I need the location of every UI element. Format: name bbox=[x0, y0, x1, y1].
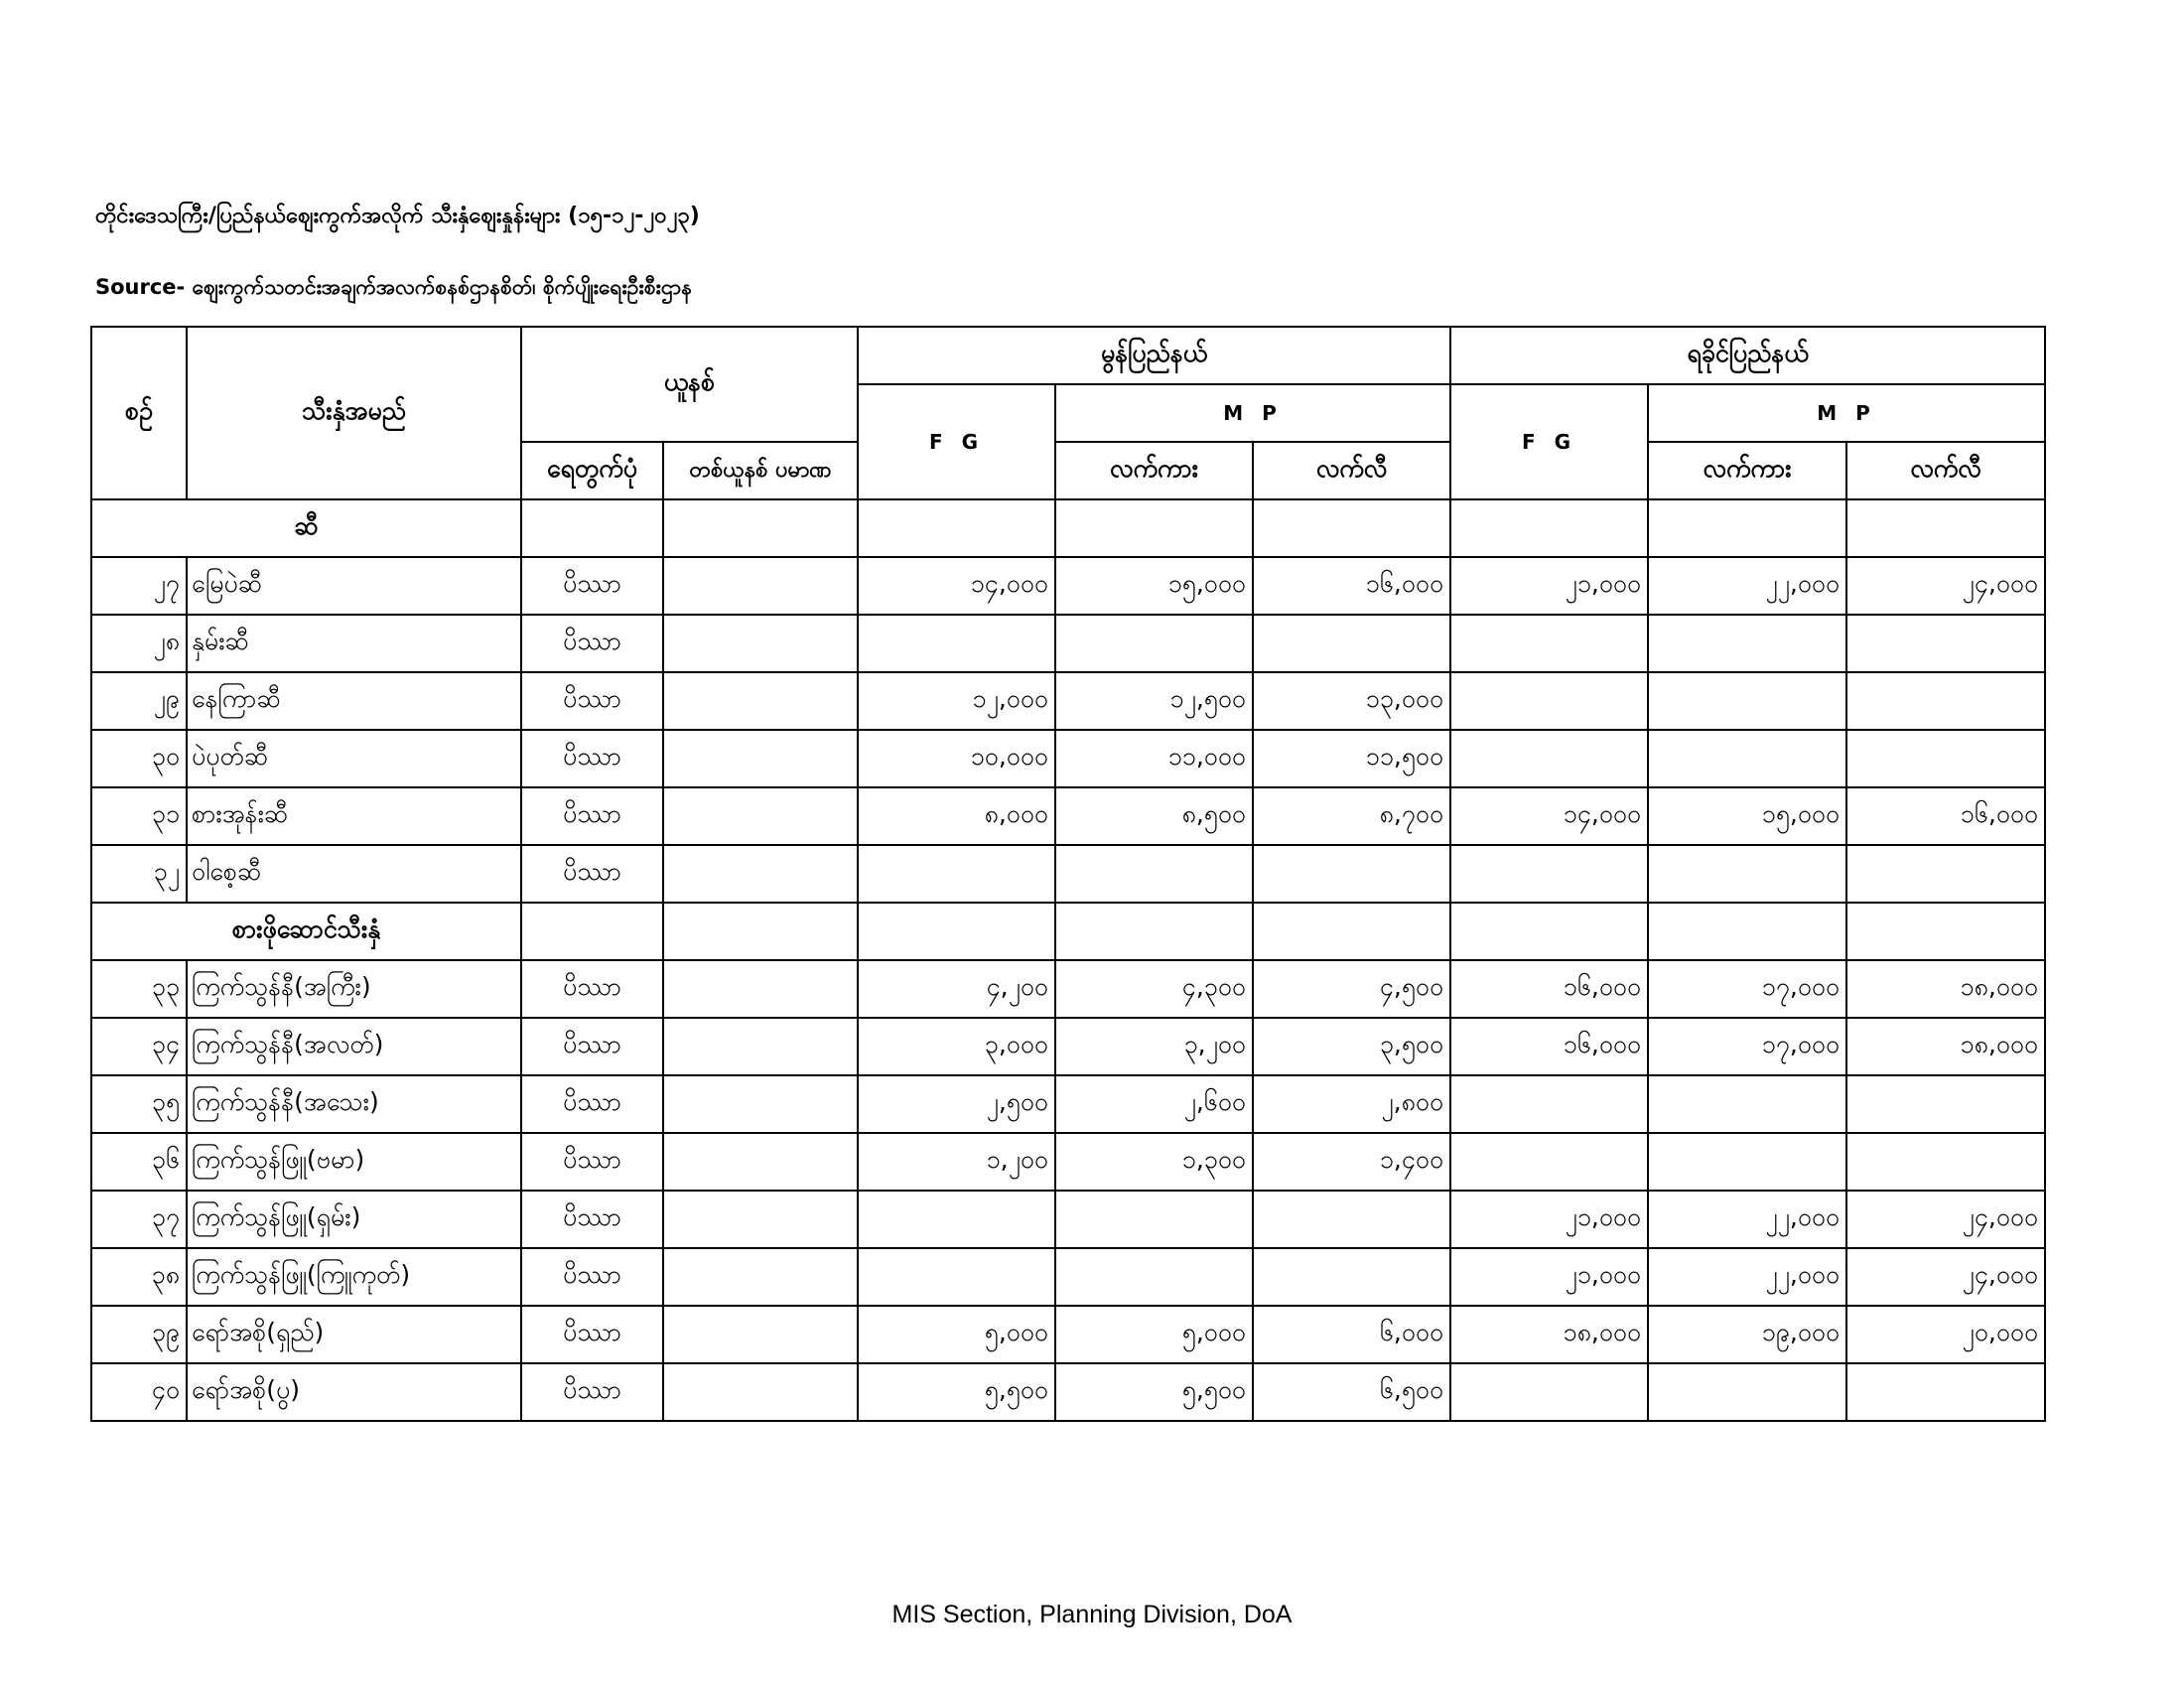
mon-fg-price: ၄,၂၀၀ bbox=[858, 960, 1055, 1018]
mon-fg-price bbox=[858, 1191, 1055, 1248]
serial-number: ၃၁ bbox=[91, 787, 187, 845]
unit-cell: ပိဿာ bbox=[521, 1075, 663, 1133]
empty-cell bbox=[858, 499, 1055, 557]
mon-fg-price: ၅,၅၀၀ bbox=[858, 1363, 1055, 1421]
mon-fg-price: ၁၂,၀၀၀ bbox=[858, 672, 1055, 730]
header-unit-weight: တစ်ယူနစ် ပမာဏ bbox=[663, 442, 858, 499]
rakhine-mp-wholesale-price bbox=[1648, 672, 1846, 730]
mon-fg-price: ၈,၀၀၀ bbox=[858, 787, 1055, 845]
serial-number: ၃၈ bbox=[91, 1248, 187, 1306]
mon-mp-retail-price: ၆,၅၀၀ bbox=[1253, 1363, 1450, 1421]
unit-weight-cell bbox=[663, 1133, 858, 1191]
unit-cell: ပိဿာ bbox=[521, 845, 663, 903]
mon-fg-price: ၅,၀၀၀ bbox=[858, 1306, 1055, 1363]
rakhine-fg-price bbox=[1450, 1363, 1648, 1421]
mon-mp-wholesale-price bbox=[1055, 615, 1253, 672]
table-row bbox=[91, 787, 2045, 845]
unit-weight-cell bbox=[663, 1191, 858, 1248]
serial-number: ၂၉ bbox=[91, 672, 187, 730]
table-row bbox=[91, 730, 2045, 787]
rakhine-fg-price: ၁၄,၀၀၀ bbox=[1450, 787, 1648, 845]
crop-name: ကြက်သွန်ဖြူ(ကြူကုတ်) bbox=[187, 1248, 521, 1306]
unit-cell: ပိဿာ bbox=[521, 615, 663, 672]
mon-mp-retail-price bbox=[1253, 615, 1450, 672]
table-row bbox=[91, 1075, 2045, 1133]
mon-mp-retail-price: ၃,၅၀၀ bbox=[1253, 1018, 1450, 1075]
crop-name: ကြက်သွန်နီ(အသေး) bbox=[187, 1075, 521, 1133]
mon-mp-retail-price: ၁၆,၀၀၀ bbox=[1253, 557, 1450, 615]
unit-weight-cell bbox=[663, 615, 858, 672]
rakhine-mp-retail-price bbox=[1846, 845, 2045, 903]
crop-name: ကြက်သွန်နီ(အလတ်) bbox=[187, 1018, 521, 1075]
unit-weight-cell bbox=[663, 1075, 858, 1133]
serial-number: ၂၈ bbox=[91, 615, 187, 672]
serial-number: ၃၀ bbox=[91, 730, 187, 787]
empty-cell bbox=[1253, 499, 1450, 557]
empty-cell bbox=[1450, 903, 1648, 960]
header-rakhine-mp: M P bbox=[1648, 384, 2045, 442]
mon-fg-price bbox=[858, 615, 1055, 672]
mon-mp-wholesale-price: ၂,၆၀၀ bbox=[1055, 1075, 1253, 1133]
rakhine-fg-price bbox=[1450, 730, 1648, 787]
unit-cell: ပိဿာ bbox=[521, 1018, 663, 1075]
mon-mp-wholesale-price bbox=[1055, 845, 1253, 903]
crop-name: ဝါစေ့ဆီ bbox=[187, 845, 521, 903]
mon-mp-retail-price bbox=[1253, 845, 1450, 903]
crop-name: နေကြာဆီ bbox=[187, 672, 521, 730]
mon-mp-retail-price: ၁၃,၀၀၀ bbox=[1253, 672, 1450, 730]
empty-cell bbox=[1846, 903, 2045, 960]
serial-number: ၂၇ bbox=[91, 557, 187, 615]
rakhine-fg-price bbox=[1450, 1075, 1648, 1133]
rakhine-fg-price bbox=[1450, 845, 1648, 903]
table-row bbox=[91, 1133, 2045, 1191]
mon-mp-wholesale-price: ၈,၅၀၀ bbox=[1055, 787, 1253, 845]
table-row bbox=[91, 557, 2045, 615]
rakhine-mp-retail-price: ၁၈,၀၀၀ bbox=[1846, 1018, 2045, 1075]
mon-mp-wholesale-price: ၃,၂၀၀ bbox=[1055, 1018, 1253, 1075]
crop-name: စားအုန်းဆီ bbox=[187, 787, 521, 845]
mon-mp-retail-price bbox=[1253, 1248, 1450, 1306]
header-crop-name: သီးနှံအမည် bbox=[187, 327, 521, 499]
serial-number: ၃၂ bbox=[91, 845, 187, 903]
table-row bbox=[91, 1306, 2045, 1363]
source-line: Source- ဈေးကွက်သတင်းအချက်အလက်စနစ်ဌာနစိတ်၊ စိုက်ပျိုးရေးဦးစီးဌာန bbox=[95, 275, 693, 299]
unit-cell: ပိဿာ bbox=[521, 1248, 663, 1306]
mon-fg-price bbox=[858, 845, 1055, 903]
rakhine-mp-retail-price bbox=[1846, 1075, 2045, 1133]
rakhine-mp-wholesale-price bbox=[1648, 1075, 1846, 1133]
rakhine-mp-retail-price bbox=[1846, 1133, 2045, 1191]
rakhine-mp-retail-price bbox=[1846, 672, 2045, 730]
unit-cell: ပိဿာ bbox=[521, 1306, 663, 1363]
serial-number: ၃၇ bbox=[91, 1191, 187, 1248]
rakhine-mp-wholesale-price bbox=[1648, 615, 1846, 672]
rakhine-fg-price: ၁၆,၀၀၀ bbox=[1450, 960, 1648, 1018]
mon-mp-wholesale-price: ၄,၃၀၀ bbox=[1055, 960, 1253, 1018]
unit-cell: ပိဿာ bbox=[521, 557, 663, 615]
table-row bbox=[91, 672, 2045, 730]
header-mon-mp: M P bbox=[1055, 384, 1450, 442]
crop-name: ကြက်သွန်ဖြူ(ဗမာ) bbox=[187, 1133, 521, 1191]
empty-cell bbox=[858, 903, 1055, 960]
serial-number: ၃၅ bbox=[91, 1075, 187, 1133]
page-footer: MIS Section, Planning Division, DoA bbox=[891, 1601, 1293, 1628]
header-mon-retail: လက်လီ bbox=[1253, 442, 1450, 499]
crop-name: ကြက်သွန်နီ(အကြီး) bbox=[187, 960, 521, 1018]
table-row bbox=[91, 845, 2045, 903]
header-row-1 bbox=[91, 327, 2045, 384]
mon-fg-price bbox=[858, 1248, 1055, 1306]
mon-mp-wholesale-price: ၁၅,၀၀၀ bbox=[1055, 557, 1253, 615]
rakhine-mp-wholesale-price bbox=[1648, 845, 1846, 903]
rakhine-fg-price bbox=[1450, 1133, 1648, 1191]
crop-name: ပဲပုတ်ဆီ bbox=[187, 730, 521, 787]
mon-mp-retail-price: ၁,၄၀၀ bbox=[1253, 1133, 1450, 1191]
unit-weight-cell bbox=[663, 1018, 858, 1075]
mon-fg-price: ၁,၂၀၀ bbox=[858, 1133, 1055, 1191]
header-serial: စဉ် bbox=[91, 327, 187, 499]
serial-number: ၄၀ bbox=[91, 1363, 187, 1421]
unit-weight-cell bbox=[663, 960, 858, 1018]
mon-mp-wholesale-price: ၅,၀၀၀ bbox=[1055, 1306, 1253, 1363]
rakhine-mp-wholesale-price bbox=[1648, 1133, 1846, 1191]
rakhine-mp-retail-price: ၁၆,၀၀၀ bbox=[1846, 787, 2045, 845]
rakhine-fg-price: ၁၈,၀၀၀ bbox=[1450, 1306, 1648, 1363]
mon-mp-wholesale-price bbox=[1055, 1191, 1253, 1248]
rakhine-mp-wholesale-price: ၂၂,၀၀၀ bbox=[1648, 1191, 1846, 1248]
rakhine-mp-wholesale-price: ၁၇,၀၀၀ bbox=[1648, 1018, 1846, 1075]
mon-mp-retail-price: ၈,၇၀၀ bbox=[1253, 787, 1450, 845]
unit-cell: ပိဿာ bbox=[521, 787, 663, 845]
empty-cell bbox=[1648, 499, 1846, 557]
rakhine-mp-retail-price: ၂၄,၀၀၀ bbox=[1846, 1248, 2045, 1306]
unit-weight-cell bbox=[663, 557, 858, 615]
page-title: တိုင်းဒေသကြီး/ပြည်နယ်ဈေးကွက်အလိုက် သီးနှံဈေးနှုန်းများ (၁၅-၁၂-၂၀၂၃) bbox=[95, 204, 700, 228]
header-rakhine-fg: F G bbox=[1450, 384, 1648, 499]
crop-name: နှမ်းဆီ bbox=[187, 615, 521, 672]
rakhine-fg-price: ၂၁,၀၀၀ bbox=[1450, 1248, 1648, 1306]
rakhine-fg-price bbox=[1450, 615, 1648, 672]
rakhine-fg-price: ၁၆,၀၀၀ bbox=[1450, 1018, 1648, 1075]
rakhine-mp-wholesale-price: ၁၇,၀၀၀ bbox=[1648, 960, 1846, 1018]
price-table bbox=[90, 326, 2046, 1422]
section-label: စားဖိုဆောင်သီးနှံ bbox=[91, 903, 521, 960]
unit-cell: ပိဿာ bbox=[521, 1133, 663, 1191]
empty-cell bbox=[1648, 903, 1846, 960]
unit-cell: ပိဿာ bbox=[521, 960, 663, 1018]
unit-weight-cell bbox=[663, 1248, 858, 1306]
crop-name: ကြက်သွန်ဖြူ(ရှမ်း) bbox=[187, 1191, 521, 1248]
empty-cell bbox=[1055, 499, 1253, 557]
table-row bbox=[91, 615, 2045, 672]
table-body bbox=[91, 327, 2045, 1421]
serial-number: ၃၉ bbox=[91, 1306, 187, 1363]
empty-cell bbox=[1055, 903, 1253, 960]
header-unit: ယူနစ် bbox=[521, 327, 858, 442]
rakhine-fg-price bbox=[1450, 672, 1648, 730]
mon-mp-retail-price: ၁၁,၅၀၀ bbox=[1253, 730, 1450, 787]
rakhine-mp-wholesale-price: ၂၂,၀၀၀ bbox=[1648, 557, 1846, 615]
empty-cell bbox=[663, 499, 858, 557]
header-rakhine-retail: လက်လီ bbox=[1846, 442, 2045, 499]
unit-weight-cell bbox=[663, 730, 858, 787]
serial-number: ၃၄ bbox=[91, 1018, 187, 1075]
rakhine-fg-price: ၂၁,၀၀၀ bbox=[1450, 557, 1648, 615]
section-row bbox=[91, 903, 2045, 960]
mon-mp-wholesale-price: ၁၂,၅၀၀ bbox=[1055, 672, 1253, 730]
unit-cell: ပိဿာ bbox=[521, 730, 663, 787]
header-rakhine-wholesale: လက်ကား bbox=[1648, 442, 1846, 499]
rakhine-mp-retail-price: ၁၈,၀၀၀ bbox=[1846, 960, 2045, 1018]
section-label: ဆီ bbox=[91, 499, 521, 557]
rakhine-mp-retail-price: ၂၄,၀၀၀ bbox=[1846, 557, 2045, 615]
header-mon-wholesale: လက်ကား bbox=[1055, 442, 1253, 499]
table-row bbox=[91, 960, 2045, 1018]
rakhine-mp-wholesale-price bbox=[1648, 730, 1846, 787]
mon-fg-price: ၃,၀၀၀ bbox=[858, 1018, 1055, 1075]
rakhine-mp-wholesale-price: ၁၅,၀၀၀ bbox=[1648, 787, 1846, 845]
mon-mp-retail-price: ၂,၈၀၀ bbox=[1253, 1075, 1450, 1133]
header-region-mon: မွန်ပြည်နယ် bbox=[858, 327, 1450, 384]
crop-name: ရော်အစို(ရှည်) bbox=[187, 1306, 521, 1363]
unit-cell: ပိဿာ bbox=[521, 1363, 663, 1421]
table-row bbox=[91, 1018, 2045, 1075]
unit-weight-cell bbox=[663, 787, 858, 845]
empty-cell bbox=[1253, 903, 1450, 960]
unit-weight-cell bbox=[663, 1306, 858, 1363]
serial-number: ၃၃ bbox=[91, 960, 187, 1018]
table-row bbox=[91, 1191, 2045, 1248]
rakhine-mp-wholesale-price: ၁၉,၀၀၀ bbox=[1648, 1306, 1846, 1363]
rakhine-mp-wholesale-price bbox=[1648, 1363, 1846, 1421]
rakhine-mp-retail-price bbox=[1846, 615, 2045, 672]
table-row bbox=[91, 1248, 2045, 1306]
crop-name: ရော်အစို(ပွ) bbox=[187, 1363, 521, 1421]
table-row bbox=[91, 1363, 2045, 1421]
header-region-rakhine: ရခိုင်ပြည်နယ် bbox=[1450, 327, 2045, 384]
empty-cell bbox=[1846, 499, 2045, 557]
mon-fg-price: ၁၄,၀၀၀ bbox=[858, 557, 1055, 615]
mon-fg-price: ၁၀,၀၀၀ bbox=[858, 730, 1055, 787]
mon-mp-wholesale-price: ၁၁,၀၀၀ bbox=[1055, 730, 1253, 787]
mon-mp-wholesale-price: ၅,၅၀၀ bbox=[1055, 1363, 1253, 1421]
rakhine-mp-retail-price bbox=[1846, 730, 2045, 787]
header-unit-local: ရေတွက်ပုံ bbox=[521, 442, 663, 499]
unit-weight-cell bbox=[663, 1363, 858, 1421]
empty-cell bbox=[1450, 499, 1648, 557]
empty-cell bbox=[521, 499, 663, 557]
mon-mp-wholesale-price bbox=[1055, 1248, 1253, 1306]
crop-name: မြေပဲဆီ bbox=[187, 557, 521, 615]
unit-weight-cell bbox=[663, 845, 858, 903]
empty-cell bbox=[521, 903, 663, 960]
rakhine-fg-price: ၂၁,၀၀၀ bbox=[1450, 1191, 1648, 1248]
section-row bbox=[91, 499, 2045, 557]
unit-weight-cell bbox=[663, 672, 858, 730]
mon-fg-price: ၂,၅၀၀ bbox=[858, 1075, 1055, 1133]
rakhine-mp-wholesale-price: ၂၂,၀၀၀ bbox=[1648, 1248, 1846, 1306]
mon-mp-retail-price: ၆,၀၀၀ bbox=[1253, 1306, 1450, 1363]
mon-mp-retail-price: ၄,၅၀၀ bbox=[1253, 960, 1450, 1018]
mon-mp-wholesale-price: ၁,၃၀၀ bbox=[1055, 1133, 1253, 1191]
rakhine-mp-retail-price: ၂၀,၀၀၀ bbox=[1846, 1306, 2045, 1363]
unit-cell: ပိဿာ bbox=[521, 1191, 663, 1248]
serial-number: ၃၆ bbox=[91, 1133, 187, 1191]
header-mon-fg: F G bbox=[858, 384, 1055, 499]
rakhine-mp-retail-price: ၂၄,၀၀၀ bbox=[1846, 1191, 2045, 1248]
unit-cell: ပိဿာ bbox=[521, 672, 663, 730]
empty-cell bbox=[663, 903, 858, 960]
mon-mp-retail-price bbox=[1253, 1191, 1450, 1248]
rakhine-mp-retail-price bbox=[1846, 1363, 2045, 1421]
